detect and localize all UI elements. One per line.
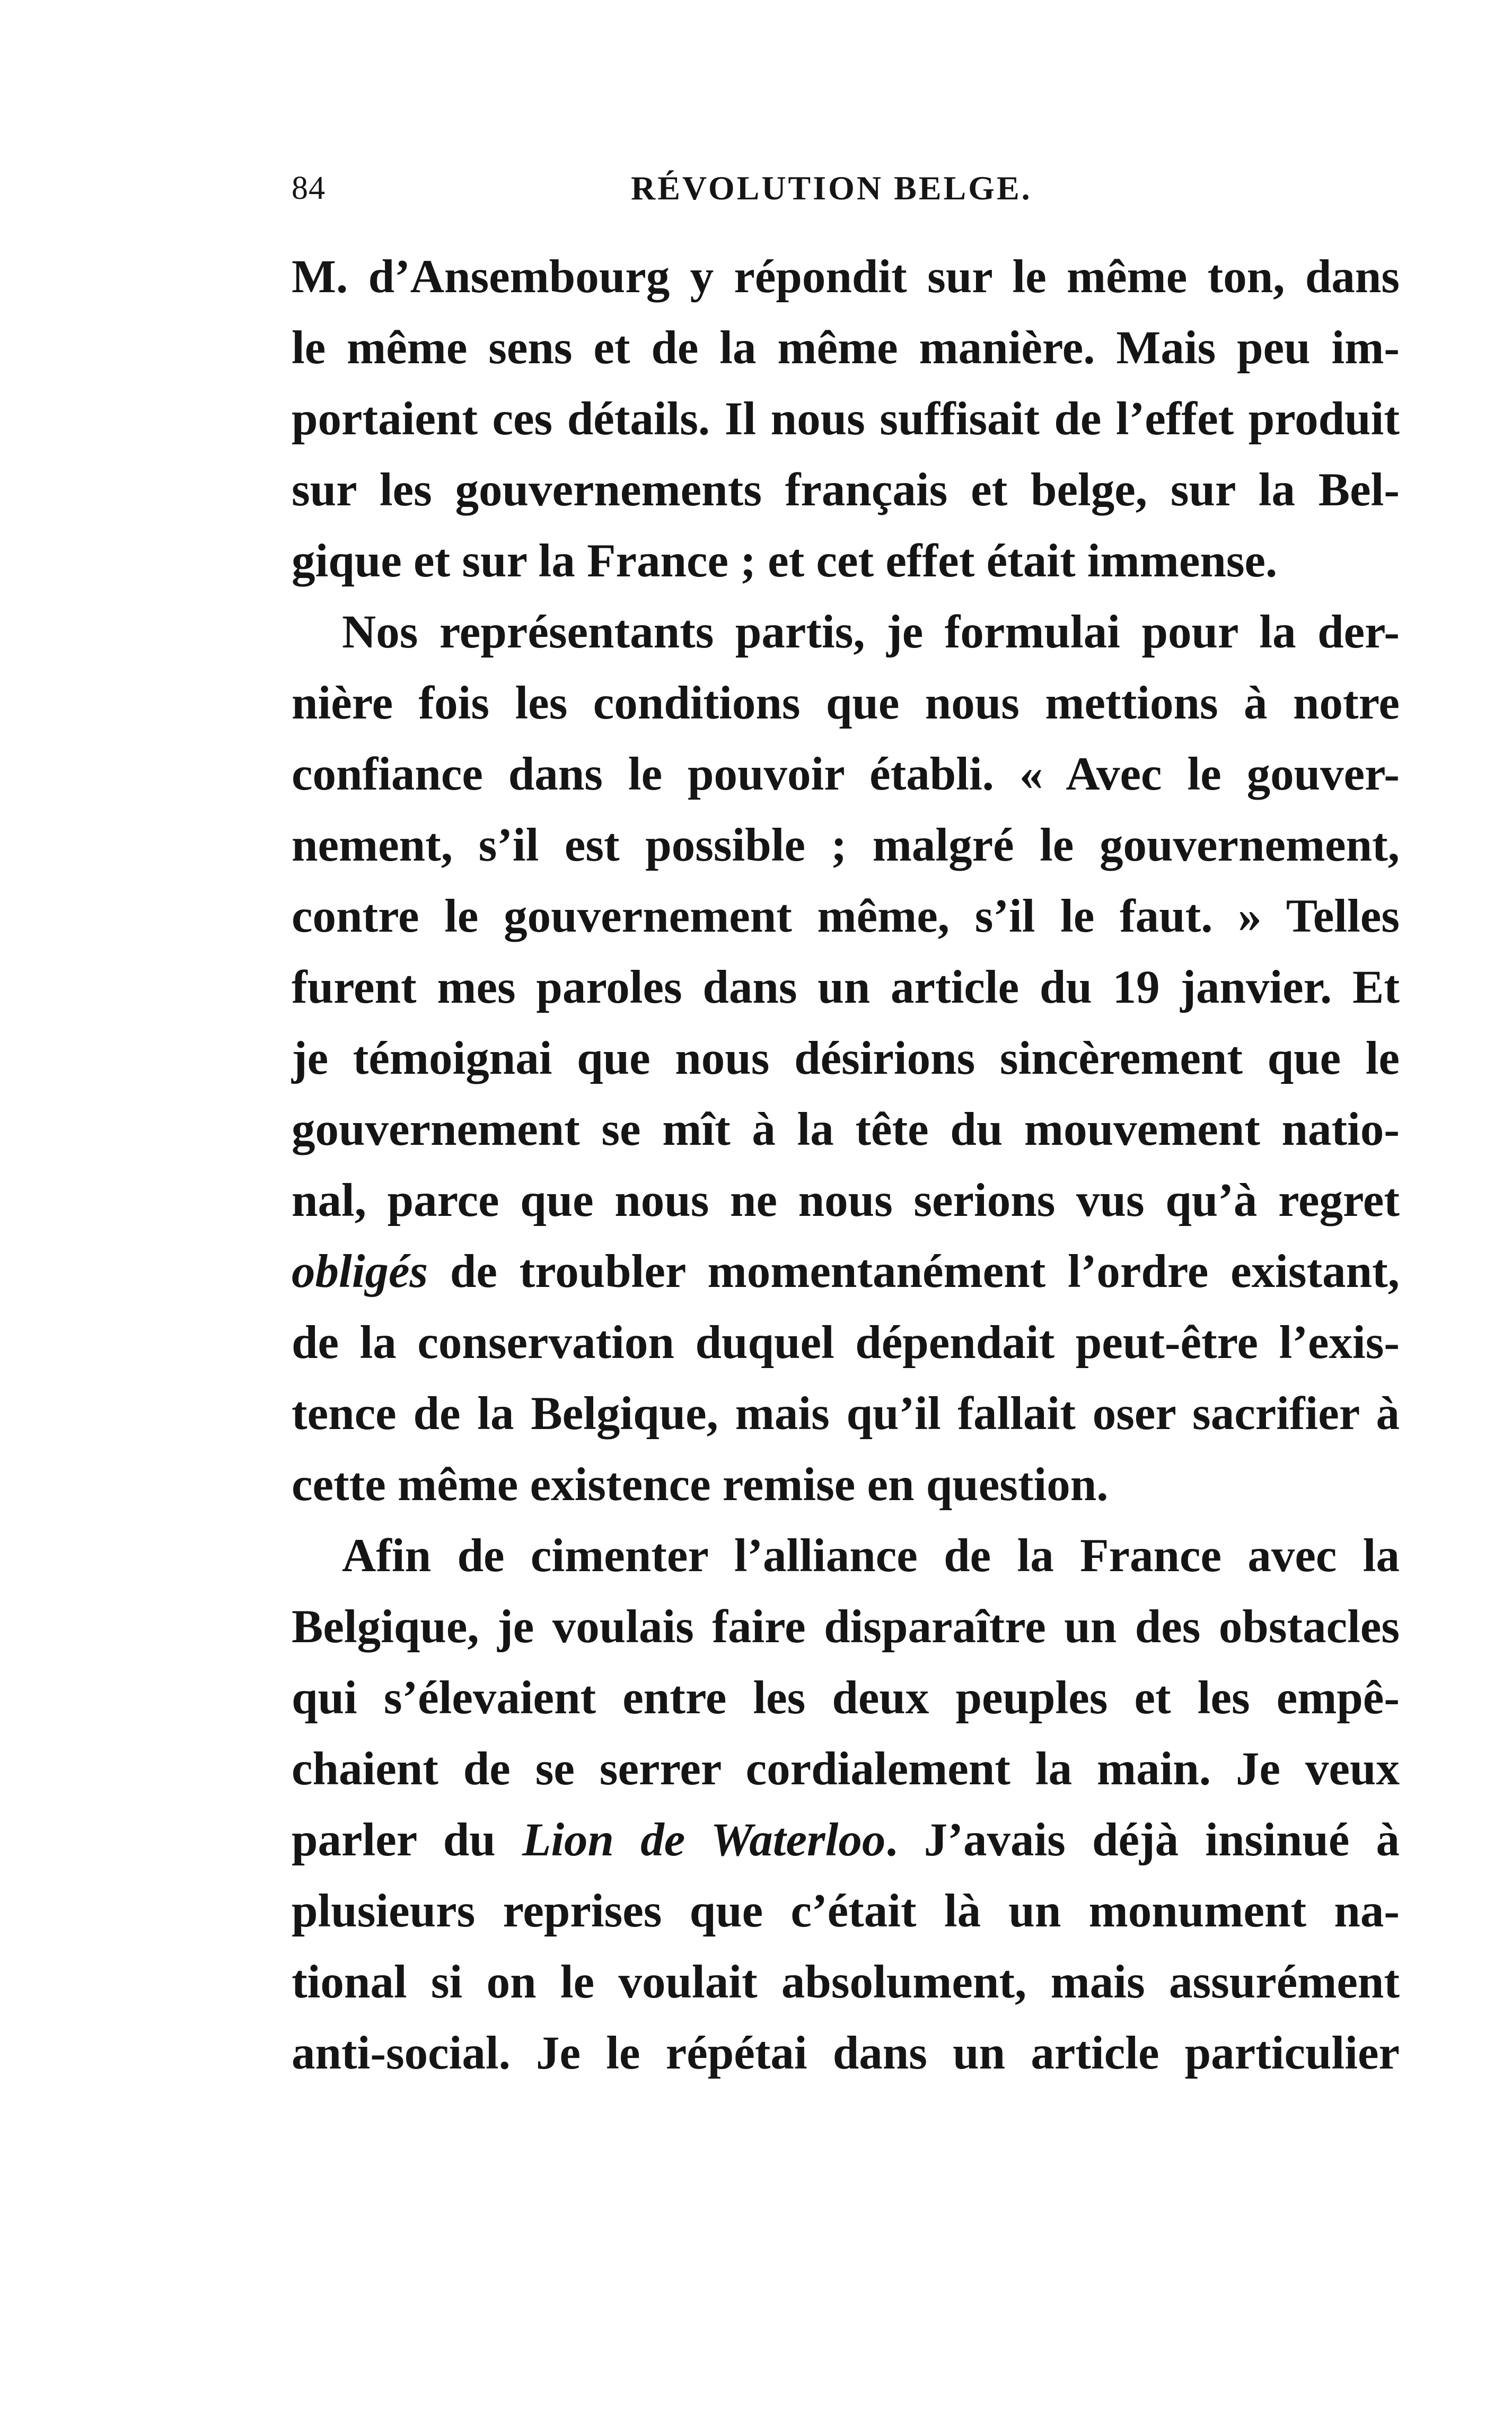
text-fragment: de troubler momentanément l’ordre existant, (428, 1246, 1400, 1298)
text-line: furent mes paroles dans un article du 19 janvier. Et (292, 961, 1400, 1013)
text-line: tence de la Belgique, mais qu’il fallait oser sacrifier à (292, 1388, 1400, 1440)
page-header (292, 162, 1405, 220)
text-line (292, 1804, 1400, 1876)
italic-text: obligés (292, 1246, 428, 1298)
text-fragment: . J’avais déjà insinué à (885, 1814, 1400, 1866)
text-line: plusieurs reprises que c’était là un monument na- (292, 1885, 1400, 1937)
text-line: anti-social. Je le répétai dans un article particulier (292, 2027, 1400, 2079)
body-text (292, 241, 1400, 2089)
running-title: RÉVOLUTION BELGE. (631, 169, 1032, 207)
page-number: 84 (292, 170, 326, 206)
text-line: tional si on le voulait absolument, mais assurément (292, 1956, 1400, 2008)
text-line: Afin de cimenter l’alliance de la France avec la (342, 1530, 1400, 1582)
text-line: sur les gouvernements français et belge, sur la Bel- (292, 464, 1400, 516)
text-line: portaient ces détails. Il nous suffisait de l’effet produit (292, 393, 1400, 445)
text-line: nière fois les conditions que nous mettions à notre (292, 677, 1400, 729)
text-line: de la conservation duquel dépendait peut-être l’exis- (292, 1317, 1400, 1369)
italic-text: Lion de Waterloo (522, 1814, 886, 1866)
text-line: confiance dans le pouvoir établi. « Avec le gouver- (292, 748, 1400, 800)
text-line (292, 1236, 1400, 1307)
text-line: chaient de se serrer cordialement la main. Je veux (292, 1743, 1400, 1795)
text-fragment: parler du (292, 1814, 522, 1866)
text-line: le même sens et de la même manière. Mais peu im- (292, 322, 1400, 374)
text-line: nal, parce que nous ne nous serions vus qu’à regret (292, 1175, 1400, 1226)
text-line: cette même existence remise en question. (292, 1459, 1109, 1511)
text-line: Belgique, je voulais faire disparaître un des obstacles (292, 1601, 1400, 1653)
text-line: qui s’élevaient entre les deux peuples et les empê- (292, 1672, 1400, 1724)
text-line: nement, s’il est possible ; malgré le gouvernement, (292, 819, 1400, 871)
text-line: gouvernement se mît à la tête du mouvement natio- (292, 1103, 1400, 1155)
text-line: contre le gouvernement même, s’il le faut. » Telles (292, 890, 1400, 942)
text-line: gique et sur la France ; et cet effet était immense. (292, 535, 1278, 587)
text-line: je témoignai que nous désirions sincèrement que le (292, 1032, 1400, 1084)
text-line: M. d’Ansembourg y répondit sur le même ton, dans (292, 251, 1400, 303)
text-line: Nos représentants partis, je formulai pour la der- (342, 606, 1400, 658)
